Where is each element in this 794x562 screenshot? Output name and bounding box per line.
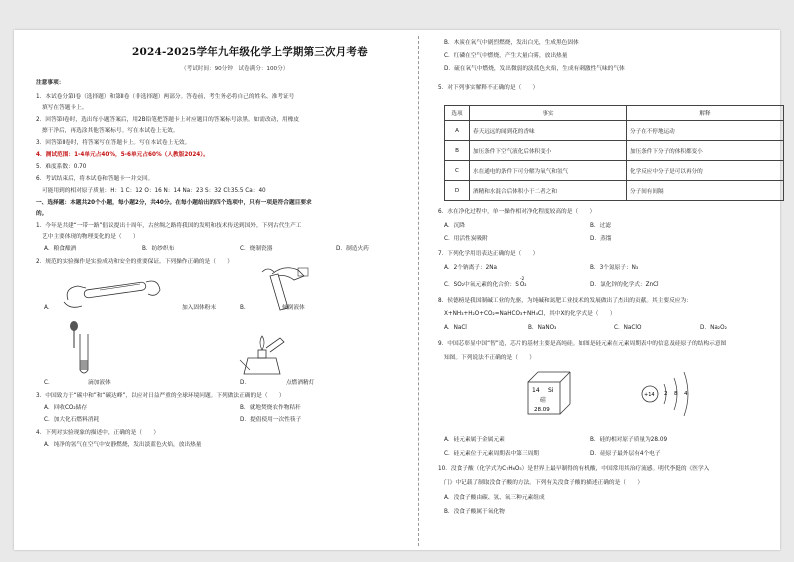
q9-option-b: B．硅的相对原子质量为28.09 — [590, 437, 668, 443]
q7-option-a: A．2个钠离子：2Na — [444, 265, 497, 271]
note-line: 6．考试结束后，将本试卷和答题卡一并交回。 — [36, 176, 154, 182]
table-cell: 水在通电的条件下可分解为氧气和氢气 — [470, 161, 627, 181]
q4-option-b: B．木炭在氧气中剧烈燃烧，发出白光，生成黑色固体 — [444, 40, 579, 46]
note-line: 擦干净后，再选涂其他答案标号。写在本试卷上无效。 — [42, 128, 179, 134]
q7-option-c-oxygen — [519, 277, 527, 289]
q2-stem: 2．规范的实验操作是实验成功和安全的重要保证。下列操作正确的是（ ） — [36, 259, 233, 265]
note-line-range: 4．测试范围：1-4单元占40%，5-6单元占60%（人教版2024）。 — [36, 152, 209, 158]
note-line: 5．难度系数：0.70 — [36, 164, 87, 170]
q6-option-c: C．用活性炭吸附 — [444, 236, 488, 242]
cell-symbol: Si — [548, 387, 554, 394]
q2-option-c-letter: C． — [44, 380, 54, 386]
q2-option-a-caption: 加入固体粉末 — [182, 305, 217, 311]
q7-stem: 7．下列化学用语表达正确的是（ ） — [438, 251, 539, 257]
table-cell: D — [445, 181, 470, 201]
exam-title: 2024-2025学年九年级化学上学期第三次月考卷 — [132, 46, 368, 58]
q9-option-a: A．硅元素属于金属元素 — [444, 437, 505, 443]
q9-stem: 知图。下列说法不正确的是（ ） — [444, 355, 535, 361]
cell-name: 硅 — [540, 397, 547, 404]
q5-table — [444, 105, 784, 201]
q4-stem: 4．下列对实验现象的描述中，正确的是（ ） — [36, 430, 160, 436]
q2-option-d-caption: 点燃酒精灯 — [286, 380, 315, 386]
q3-option-a: A．回收CO₂储存 — [44, 405, 88, 411]
q1-option-d: D．制造火药 — [336, 246, 369, 252]
silicon-figure — [514, 366, 734, 426]
table-cell: C — [445, 161, 470, 181]
table-header: 事实 — [470, 106, 627, 121]
exam-sheet — [14, 30, 780, 550]
atom-structure-diagram — [642, 372, 688, 416]
table-cell: 化学反应中分子是可以再分的 — [627, 161, 784, 181]
q10-option-a: A．没食子酸由碳、氢、氧三种元素组成 — [444, 495, 545, 501]
q9-stem: 9．中国芯彰显中国“智”造，芯片的基材主要是高纯硅。如图是硅元素在元素周期表中的信息及硅原子的结构示意图 — [438, 341, 727, 347]
q7-option-c — [444, 277, 527, 289]
q5-stem: 5．对下列事实解释不正确的是（ ） — [438, 85, 539, 91]
q3-option-c: C．加大化石燃料消耗 — [44, 417, 100, 423]
q7-option-c-formula: O₂ — [519, 282, 527, 288]
alcohol-lamp-figure — [232, 330, 292, 378]
cell-mass: 28.09 — [534, 407, 550, 413]
q1-option-b: B．纺纱织布 — [142, 246, 175, 252]
q4-option-c: C．红磷在空气中燃烧，产生大量白雾，放出热量 — [444, 53, 568, 59]
table-row — [445, 121, 784, 141]
q6-option-d: D．蒸馏 — [590, 236, 612, 242]
notes-header: 注意事项： — [36, 80, 65, 86]
table-cell: 分子间有间隔 — [627, 181, 784, 201]
q10-option-b: B．没食子酸属于氧化物 — [444, 509, 505, 515]
note-line: 1．本试卷分第Ⅰ卷（选择题）和第Ⅱ卷（非选择题）两部分。答卷前，考生务必将自己的姓名、准考证号 — [36, 94, 295, 100]
table-cell: B — [445, 141, 470, 161]
q8-stem: X+NH₃+H₂O+CO₂=NaHCO₃+NH₄Cl，其中X的化学式是（ ） — [444, 311, 616, 317]
q10-stem: 门》中记载了制取没食子酸的方法。下列有关没食子酸的描述正确的是（ ） — [444, 480, 644, 486]
q1-option-c: C．烧制瓷器 — [240, 246, 273, 252]
add-powder-figure — [60, 272, 170, 312]
cell-atomic-number: 14 — [532, 387, 540, 394]
q10-stem: 10．没食子酸（化学式为C₇H₆O₅）是世界上最早制得的有机酸，中国常用其治疗流感。明代李挺的《医学入 — [438, 466, 710, 472]
table-cell: 春天远远的闻到花的香味 — [470, 121, 627, 141]
section-one-heading: 一、选择题：本题共20个小题，每小题2分，共40分。在每小题给出的四个选项中，只有一项是符合题目要求 — [36, 200, 312, 206]
q7-option-b: B．3个氮原子：N₃ — [590, 265, 639, 271]
q1-option-a: A．粮食酿酒 — [44, 246, 77, 252]
q2-option-a-letter: A． — [44, 305, 54, 311]
q6-option-a: A．沉降 — [444, 223, 465, 229]
note-line: 填写在答题卡上。 — [42, 105, 88, 111]
note-line: 3．回答第Ⅱ卷时，将答案写在答题卡上。写在本试卷上无效。 — [36, 140, 191, 146]
q8-option-a: A．NaCl — [444, 325, 467, 331]
exam-meta: （考试时间：90分钟 试卷满分：100分） — [181, 66, 289, 72]
q8-stem: 8．侯德榜是我国制碱工业的先驱，为纯碱和氮肥工业技术的发展做出了杰出的贡献。其主要反应为： — [438, 298, 692, 304]
table-header: 选项 — [445, 106, 470, 121]
q1-stem: 1．今年是共建“一带一路”倡议提出十周年，古丝绸之路将我国的发明和技术传送到国外，下列古代生产工 — [36, 223, 302, 229]
shell-electrons: 2 — [664, 391, 668, 397]
table-cell: 分子在不停地运动 — [627, 121, 784, 141]
table-row — [445, 181, 784, 201]
q3-stem: 3．中国致力于“碳中和”和“碳达峰”，以应对日益严重的全球环境问题。下列做法正确的是（ ） — [36, 393, 285, 399]
q2-option-c-caption: 滴加液体 — [88, 380, 111, 386]
section-one-heading-cont: 的。 — [36, 211, 48, 217]
q3-option-b: B．就地焚烧农作物秸秆 — [240, 405, 301, 411]
table-header-row — [445, 106, 784, 121]
q4-option-a: A．纯净的氢气在空气中安静燃烧，发出淡蓝色火焰，放出热量 — [44, 442, 202, 448]
q7-option-d: D．氯化锌的化学式：ZnCl — [590, 282, 659, 288]
q6-option-b: B．过滤 — [590, 223, 611, 229]
table-header: 解释 — [627, 106, 784, 121]
q8-option-c: C．NaClO — [614, 325, 642, 331]
table-cell: 酒精和水混合后体积小于二者之和 — [470, 181, 627, 201]
q8-option-d: D．Na₂O₂ — [700, 325, 727, 331]
nucleus-label: +14 — [644, 392, 655, 398]
q7-option-c-text: C．SO₂中氧元素的化合价：S — [444, 282, 519, 288]
q8-option-b: B．NaNO₃ — [528, 325, 557, 331]
q4-option-d: D．硫在氧气中燃烧，发出微弱的淡蓝色火焰，生成有刺激性气味的气体 — [444, 66, 625, 72]
q6-stem: 6．水在净化过程中，单一操作相对净化程度较高的是（ ） — [438, 209, 596, 215]
q1-stem: 艺中主要体现的物理变化的是（ ） — [42, 234, 139, 240]
shell-electrons: 4 — [684, 391, 688, 397]
q7-valence-superscript: -2 — [519, 277, 525, 282]
shell-electrons: 8 — [674, 391, 678, 397]
q3-option-d: D．提倡使用一次性筷子 — [240, 417, 302, 423]
atomic-masses: 可能用到的相对原子质量：H：1 C：12 O：16 N：14 Na：23 S：32 Cl:35.5 Ca：40 — [42, 188, 266, 194]
table-cell: 加压条件下空气液化后体积变小 — [470, 141, 627, 161]
q9-option-c: C．硅元素位于元素周期表中第三周期 — [444, 451, 539, 457]
note-line: 2．回答第Ⅰ卷时，选出每小题答案后，用2B铅笔把答题卡上对应题目的答案标号涂黑。如需改动，用橡皮 — [36, 117, 300, 123]
table-cell: A — [445, 121, 470, 141]
periodic-cell — [528, 372, 570, 414]
table-row — [445, 141, 784, 161]
q2-option-b-letter: B． — [240, 305, 250, 311]
drop-liquid-figure — [62, 320, 102, 380]
table-row — [445, 161, 784, 181]
q2-option-b-caption: 倾倒液体 — [282, 305, 305, 311]
column-divider — [418, 36, 419, 546]
table-cell: 加压条件下分子的体积都变小 — [627, 141, 784, 161]
q9-option-d: D．硅原子最外层有4个电子 — [590, 451, 661, 457]
q2-option-d-letter: D． — [240, 380, 251, 386]
